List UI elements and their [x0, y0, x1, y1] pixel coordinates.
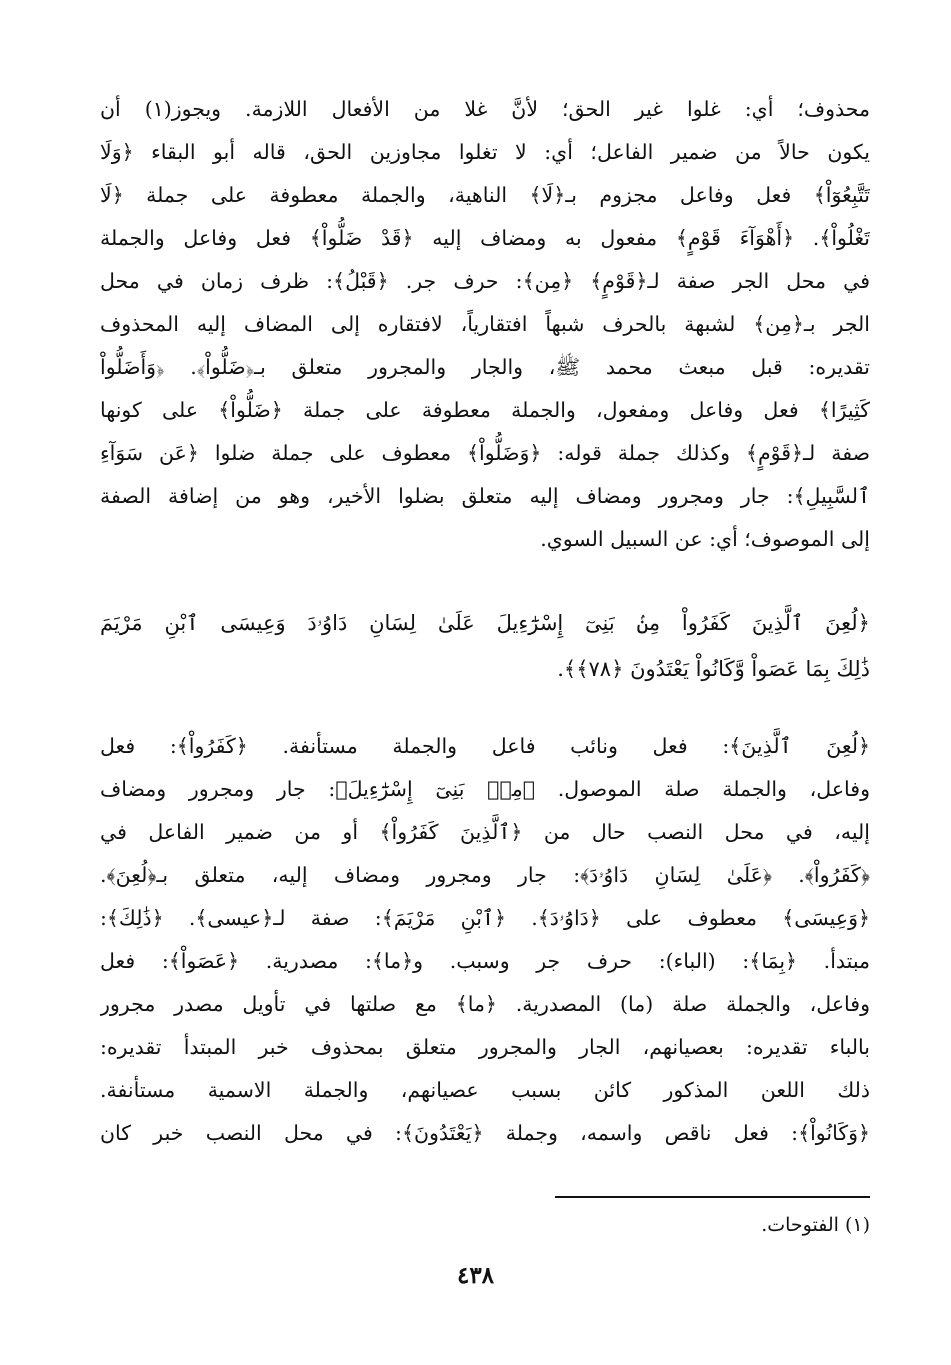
text-line: كَثِيرًا﴾ فعل وفاعل ومفعول، والجملة معطوفة على جملة ﴿ضَلُّواْ﴾ على كونها	[100, 398, 870, 422]
verse-line: ذَٰلِكَ بِمَا عَصَواْ وَّكَانُواْ يَعْتَدُونَ ﴿٧٨﴾﴾.	[557, 657, 870, 681]
quran-verse	[100, 600, 870, 692]
text-line: الجر بـ﴿مِن﴾ لشبهة بالحرف شبهاً افتقارياً، لافتقاره إلى المضاف إليه المحذوف	[100, 312, 870, 336]
verse-line: ﴿لُعِنَ ٱلَّذِينَ كَفَرُواْ مِنۢ بَنِىٓ إِسْرَٰٓءِيلَ عَلَىٰ لِسَانِ دَاوُۥدَ وَعِيسَى ٱبْنِ مَرْيَمَ	[100, 611, 870, 635]
text-line: وفاعل، والجملة صلة الموصول. ﴿مِنۢ بَنِىٓ إِسْرَٰٓءِيلَ﴾: جار ومجرور ومضاف	[100, 777, 870, 801]
text-line: تقديره: قبل مبعث محمد ﷺ، والجار والمجرور متعلق بـ﴿ضَلُّواْ﴾. ﴿وَأَضَلُّواْ	[100, 355, 870, 379]
text-line: ﴿لُعِنَ ٱلَّذِينَ﴾: فعل ونائب فاعل والجملة مستأنفة. ﴿كَفَرُواْ﴾: فعل	[100, 734, 870, 758]
text-line: وفاعل، والجملة صلة (ما) المصدرية. ﴿ما﴾ مع صلتها في تأويل مصدر مجرور	[100, 992, 870, 1016]
text-line: إلى الموصوف؛ أي: عن السبيل السوي.	[540, 527, 870, 551]
text-line: ﴿وَعِيسَى﴾ معطوف على ﴿دَاوُۥدَ﴾. ﴿ٱبْنِ مَرْيَمَ﴾: صفة لـ﴿عيسى﴾. ﴿ذَٰلِكَ﴾:	[100, 906, 870, 930]
footnote-divider	[555, 1196, 870, 1198]
text-line: تَتَّبِعُوٓاْ﴾ فعل وفاعل مجزوم بـ﴿لَا﴾ الناهية، والجملة معطوفة على جملة ﴿لَا	[100, 183, 870, 207]
text-line: بالباء تقديره: بعصيانهم، الجار والمجرور متعلق بمحذوف خبر المبتدأ تقديره:	[100, 1035, 870, 1059]
text-line: إليه، في محل النصب حال من ﴿ٱلَّذِينَ كَفَرُواْ﴾ أو من ضمير الفاعل في	[100, 820, 870, 844]
text-line: ٱلسَّبِيلِ﴾: جار ومجرور ومضاف إليه متعلق بضلوا الأخير، وهو من إضافة الصفة	[100, 484, 870, 508]
text-line: مبتدأ. ﴿بِمَا﴾: (الباء): حرف جر وسبب. و﴿ما﴾: مصدرية. ﴿عَصَواْ﴾: فعل	[100, 949, 870, 973]
text-line: في محل الجر صفة لـ﴿قَوْمٍ﴾ ﴿مِن﴾: حرف جر. ﴿قَبْلُ﴾: ظرف زمان في محل	[100, 269, 870, 293]
text-line: ﴿كَفَرُواْ﴾. ﴿عَلَىٰ لِسَانِ دَاوُۥدَ﴾: جار ومجرور ومضاف إليه، متعلق بـ﴿لُعِنَ﴾.	[100, 863, 870, 887]
page-number: ٤٣٨	[456, 1262, 495, 1289]
commentary-paragraph	[100, 88, 870, 561]
text-line: تَغْلُواْ﴾. ﴿أَهْوَآءَ قَوْمٍ﴾ مفعول به ومضاف إليه ﴿قَدْ ضَلُّواْ﴾ فعل وفاعل والجملة	[100, 226, 870, 250]
text-line: محذوف؛ أي: غلوا غير الحق؛ لأنَّ غلا من الأفعال اللازمة. ويجوز(١) أن	[100, 97, 870, 121]
text-line: ﴿وَكَانُواْ﴾: فعل ناقص واسمه، وجملة ﴿يَعْتَدُونَ﴾: في محل النصب خبر كان	[100, 1121, 870, 1145]
text-line: يكون حالاً من ضمير الفاعل؛ أي: لا تغلوا مجاوزين الحق، قاله أبو البقاء ﴿وَلَا	[100, 140, 870, 164]
text-line: ذلك اللعن المذكور كائن بسبب عصيانهم، والجملة الاسمية مستأنفة.	[100, 1078, 870, 1102]
text-line: صفة لـ﴿قَوْمٍ﴾ وكذلك جملة قوله: ﴿وَضَلُّواْ﴾ معطوف على جملة ضلوا ﴿عَن سَوَآءِ	[100, 441, 870, 465]
footnote: (١) الفتوحات.	[761, 1214, 870, 1236]
grammar-analysis-paragraph	[100, 725, 870, 1155]
